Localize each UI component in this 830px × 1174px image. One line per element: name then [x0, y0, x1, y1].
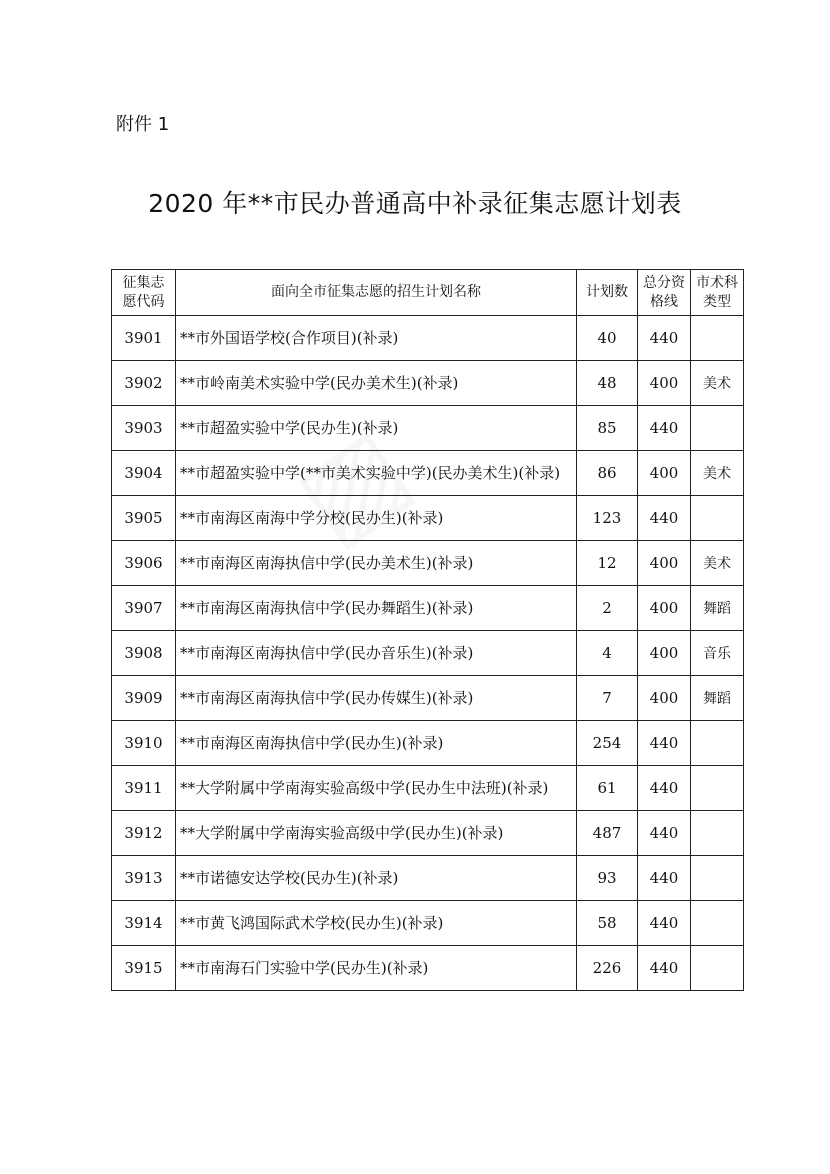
cell-name: **市南海区南海执信中学(民办舞蹈生)(补录) — [176, 586, 577, 631]
cell-score: 400 — [638, 586, 691, 631]
cell-code: 3909 — [112, 676, 176, 721]
table-row — [112, 496, 744, 541]
cell-type — [691, 856, 744, 901]
cell-name: **大学附属中学南海实验高级中学(民办生中法班)(补录) — [176, 766, 577, 811]
cell-score: 440 — [638, 316, 691, 361]
cell-plan: 254 — [577, 721, 638, 766]
cell-name: **市诺德安达学校(民办生)(补录) — [176, 856, 577, 901]
cell-score: 400 — [638, 451, 691, 496]
cell-code: 3910 — [112, 721, 176, 766]
cell-name: **市黄飞鸿国际武术学校(民办生)(补录) — [176, 901, 577, 946]
cell-score: 440 — [638, 721, 691, 766]
cell-type — [691, 766, 744, 811]
cell-score: 400 — [638, 361, 691, 406]
cell-type — [691, 901, 744, 946]
attachment-label: 附件 1 — [116, 114, 170, 135]
cell-name: **市南海区南海执信中学(民办传媒生)(补录) — [176, 676, 577, 721]
table-header-row — [112, 270, 744, 316]
cell-type: 美术 — [691, 361, 744, 406]
header-name: 面向全市征集志愿的招生计划名称 — [176, 270, 577, 316]
table-row — [112, 766, 744, 811]
cell-code: 3903 — [112, 406, 176, 451]
cell-type: 舞蹈 — [691, 676, 744, 721]
cell-plan: 40 — [577, 316, 638, 361]
table-row — [112, 811, 744, 856]
cell-plan: 487 — [577, 811, 638, 856]
cell-name: **市南海区南海执信中学(民办美术生)(补录) — [176, 541, 577, 586]
cell-code: 3901 — [112, 316, 176, 361]
table-row — [112, 946, 744, 991]
cell-name: **市南海石门实验中学(民办生)(补录) — [176, 946, 577, 991]
cell-type — [691, 406, 744, 451]
table-row — [112, 406, 744, 451]
cell-score: 400 — [638, 541, 691, 586]
cell-plan: 61 — [577, 766, 638, 811]
cell-plan: 48 — [577, 361, 638, 406]
cell-plan: 12 — [577, 541, 638, 586]
cell-score: 440 — [638, 766, 691, 811]
table-row — [112, 721, 744, 766]
cell-score: 440 — [638, 901, 691, 946]
cell-code: 3914 — [112, 901, 176, 946]
cell-name: **市南海区南海执信中学(民办音乐生)(补录) — [176, 631, 577, 676]
cell-name: **市南海区南海执信中学(民办生)(补录) — [176, 721, 577, 766]
cell-type — [691, 316, 744, 361]
table-row — [112, 676, 744, 721]
page-title: 2020 年**市民办普通高中补录征集志愿计划表 — [148, 189, 682, 218]
table-row — [112, 586, 744, 631]
cell-type — [691, 946, 744, 991]
cell-plan: 2 — [577, 586, 638, 631]
cell-code: 3906 — [112, 541, 176, 586]
table-row — [112, 631, 744, 676]
cell-code: 3911 — [112, 766, 176, 811]
cell-plan: 7 — [577, 676, 638, 721]
cell-code: 3913 — [112, 856, 176, 901]
cell-name: **市超盈实验中学(民办生)(补录) — [176, 406, 577, 451]
header-score: 总分资格线 — [638, 270, 691, 316]
cell-code: 3915 — [112, 946, 176, 991]
cell-code: 3908 — [112, 631, 176, 676]
cell-plan: 85 — [577, 406, 638, 451]
cell-type: 音乐 — [691, 631, 744, 676]
table-row — [112, 361, 744, 406]
table-row — [112, 901, 744, 946]
cell-score: 440 — [638, 496, 691, 541]
cell-score: 440 — [638, 406, 691, 451]
header-type: 市术科类型 — [691, 270, 744, 316]
cell-score: 440 — [638, 946, 691, 991]
cell-type: 美术 — [691, 451, 744, 496]
table-row — [112, 451, 744, 496]
cell-type — [691, 721, 744, 766]
cell-name: **市岭南美术实验中学(民办美术生)(补录) — [176, 361, 577, 406]
cell-code: 3905 — [112, 496, 176, 541]
cell-name: **市外国语学校(合作项目)(补录) — [176, 316, 577, 361]
table-row — [112, 541, 744, 586]
cell-plan: 4 — [577, 631, 638, 676]
plan-table — [111, 269, 744, 991]
cell-plan: 93 — [577, 856, 638, 901]
cell-plan: 226 — [577, 946, 638, 991]
header-code: 征集志愿代码 — [112, 270, 176, 316]
cell-score: 440 — [638, 856, 691, 901]
cell-plan: 58 — [577, 901, 638, 946]
table-row — [112, 856, 744, 901]
cell-score: 400 — [638, 631, 691, 676]
cell-score: 440 — [638, 811, 691, 856]
cell-name: **大学附属中学南海实验高级中学(民办生)(补录) — [176, 811, 577, 856]
cell-code: 3907 — [112, 586, 176, 631]
cell-type — [691, 811, 744, 856]
cell-type: 舞蹈 — [691, 586, 744, 631]
cell-code: 3902 — [112, 361, 176, 406]
header-plan: 计划数 — [577, 270, 638, 316]
cell-plan: 123 — [577, 496, 638, 541]
table-row — [112, 316, 744, 361]
cell-score: 400 — [638, 676, 691, 721]
cell-code: 3912 — [112, 811, 176, 856]
cell-plan: 86 — [577, 451, 638, 496]
cell-code: 3904 — [112, 451, 176, 496]
cell-name: **市超盈实验中学(**市美术实验中学)(民办美术生)(补录) — [176, 451, 577, 496]
cell-type: 美术 — [691, 541, 744, 586]
cell-type — [691, 496, 744, 541]
cell-name: **市南海区南海中学分校(民办生)(补录) — [176, 496, 577, 541]
